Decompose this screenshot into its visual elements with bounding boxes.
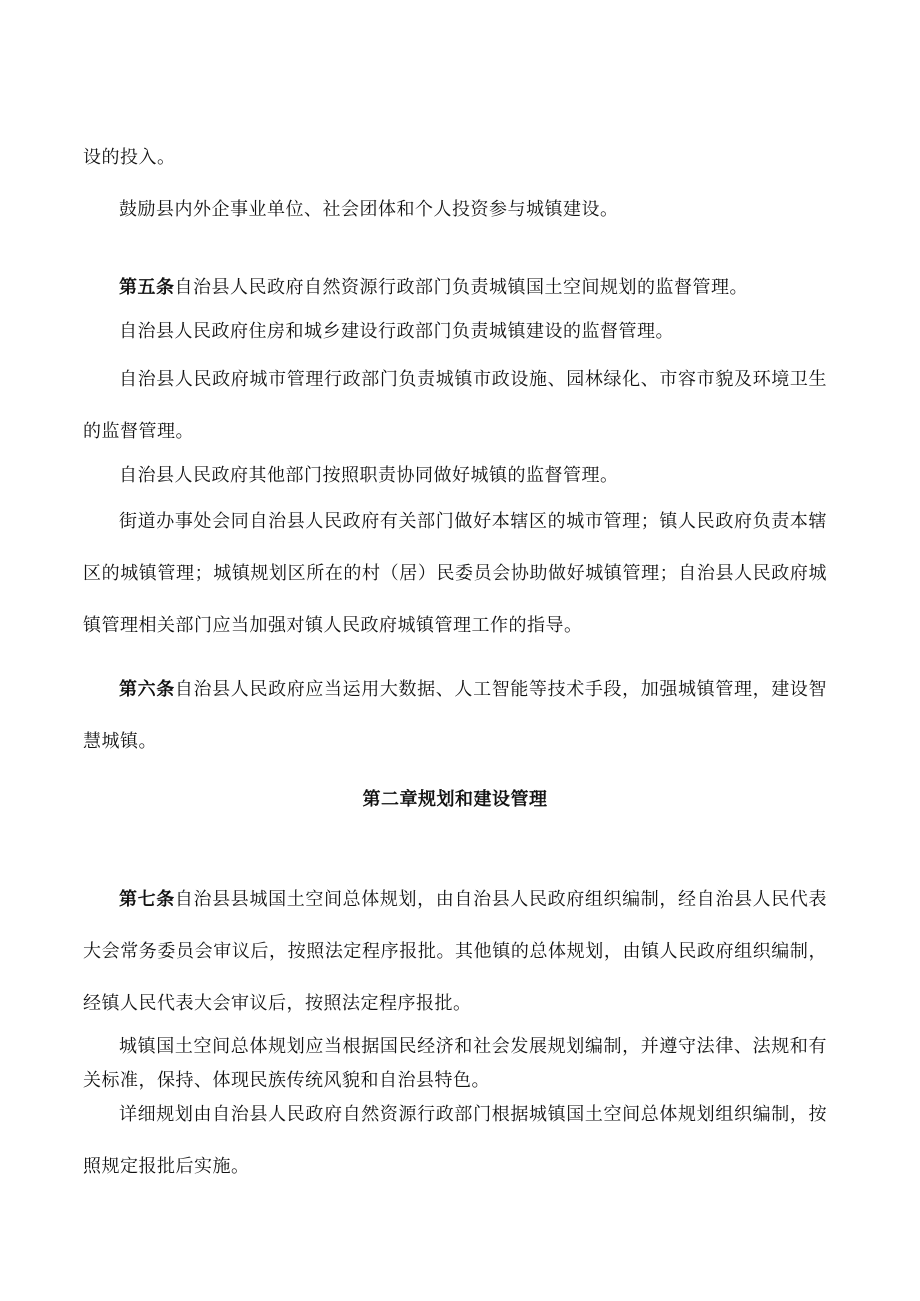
- paragraph-text: 设的投入。: [83, 147, 176, 168]
- paragraph-text: 自治县人民政府其他部门按照职责协同做好城镇的监督管理。: [119, 465, 619, 486]
- paragraph-encourage-investment: [83, 184, 827, 236]
- paragraph-street-offices: [83, 496, 827, 652]
- document-page: [83, 0, 827, 1301]
- paragraph-urban-management-dept: [83, 354, 827, 458]
- chapter-heading: 第二章规划和建设管理: [362, 789, 548, 810]
- paragraph-text: 鼓励县内外企事业单位、社会团体和个人投资参与城镇建设。: [119, 199, 619, 220]
- paragraph-master-plan-basis: [83, 1030, 827, 1098]
- paragraph-continuation: [83, 132, 827, 184]
- paragraph-text: 详细规划由自治县人民政府自然资源行政部门根据城镇国土空间总体规划组织编制，按照规定报批后实施。: [83, 1104, 827, 1177]
- article-number: 第七条: [119, 889, 175, 910]
- paragraph-housing-dept: [83, 306, 827, 358]
- paragraph-text: 自治县人民政府住房和城乡建设行政部门负责城镇建设的监督管理。: [119, 321, 674, 342]
- paragraph-text: 自治县人民政府城市管理行政部门负责城镇市政设施、园林绿化、市容市貌及环境卫生的监督管理。: [83, 369, 827, 442]
- paragraph-detailed-planning: [83, 1089, 827, 1193]
- article-number: 第六条: [119, 679, 175, 700]
- article-text: 自治县人民政府应当运用大数据、人工智能等技术手段，加强城镇管理，建设智慧城镇。: [83, 679, 827, 752]
- article-text: 自治县县城国土空间总体规划，由自治县人民政府组织编制，经自治县人民代表大会常务委员会审议后，按照法定程序报批。其他镇的总体规划，由镇人民政府组织编制，经镇人民代表大会审议后，按照法定程序报批。: [83, 889, 827, 1014]
- article-number: 第五条: [119, 277, 175, 298]
- paragraph-text: 街道办事处会同自治县人民政府有关部门做好本辖区的城市管理；镇人民政府负责本辖区的城镇管理；城镇规划区所在的村（居）民委员会协助做好城镇管理；自治县人民政府城镇管理相关部门应当加强对镇人民政府城镇管理工作的指导。: [83, 511, 827, 636]
- article-6: [83, 664, 827, 768]
- article-7: [83, 874, 827, 1030]
- article-text: 自治县人民政府自然资源行政部门负责城镇国土空间规划的监督管理。: [174, 277, 748, 298]
- paragraph-text: 城镇国土空间总体规划应当根据国民经济和社会发展规划编制，并遵守法律、法规和有关标准，保持、体现民族传统风貌和自治县特色。: [83, 1036, 827, 1091]
- paragraph-other-depts: [83, 450, 827, 502]
